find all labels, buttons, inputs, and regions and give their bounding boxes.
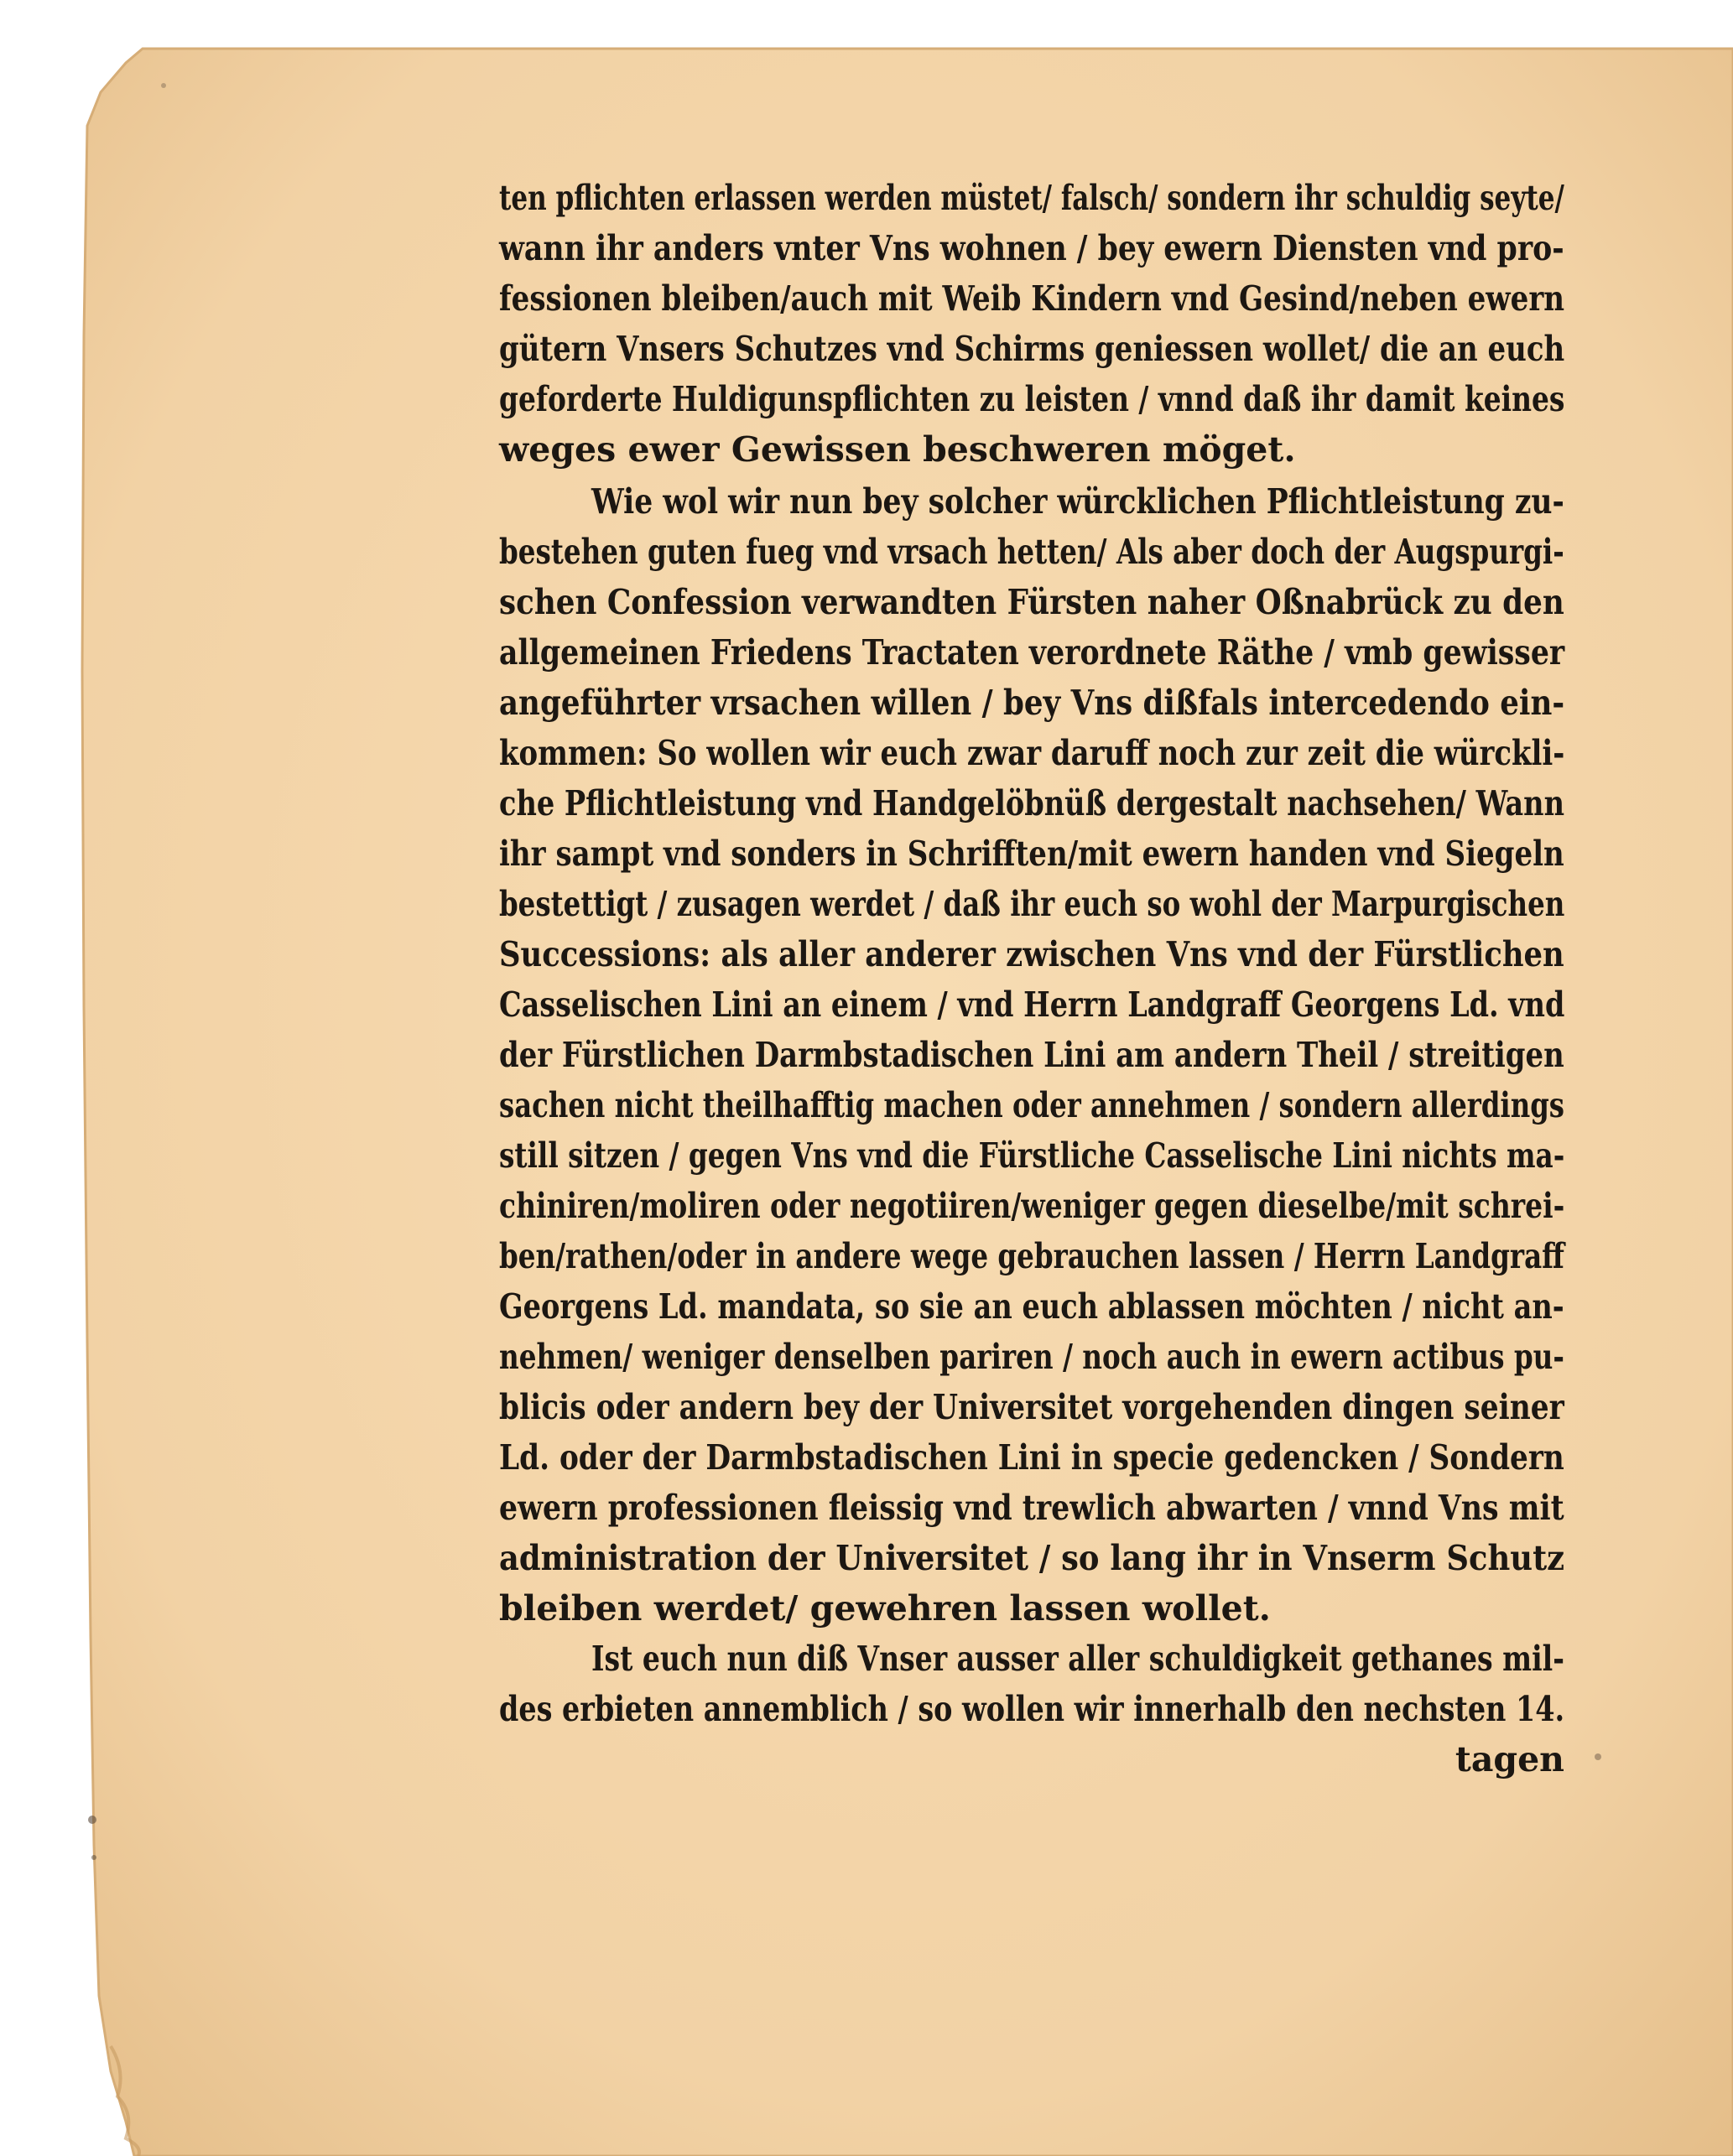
text-line: still sitzen / gegen Vns vnd die Fürstliche Casselische Lini nichts ma- bbox=[499, 1135, 1565, 1176]
text-line: chiniren/moliren oder negotiiren/weniger gegen dieselbe/mit schrei- bbox=[499, 1186, 1565, 1226]
text-line: ihr sampt vnd sonders in Schrifften/mit ewern handen vnd Siegeln bbox=[499, 834, 1564, 874]
text-line: ewern professionen fleissig vnd trewlich abwarten / vnnd Vns mit bbox=[499, 1488, 1564, 1528]
ink-spot bbox=[88, 1816, 96, 1824]
text-line: nehmen/ weniger denselben pariren / noch auch in ewern actibus pu- bbox=[499, 1337, 1564, 1377]
text-line: weges ewer Gewissen beschweren möget. bbox=[499, 429, 1296, 470]
text-line: wann ihr anders vnter Vns wohnen / bey ewern Diensten vnd pro- bbox=[499, 228, 1564, 268]
text-line: schen Confession verwandten Fürsten naher Oßnabrück zu den bbox=[499, 582, 1564, 622]
text-line: des erbieten annemblich / so wollen wir innerhalb den nechsten 14. bbox=[499, 1689, 1565, 1729]
text-line: Casselischen Lini an einem / vnd Herrn Landgraff Georgens Ld. vnd bbox=[499, 984, 1565, 1025]
paragraph-start-line: Ist euch nun diß Vnser ausser aller schuldigkeit gethanes mil- bbox=[591, 1639, 1564, 1679]
text-line: blicis oder andern bey der Universitet vorgehenden dingen seiner bbox=[499, 1387, 1564, 1427]
text-line: administration der Universitet / so lang ihr in Vnserm Schutz bbox=[499, 1538, 1565, 1578]
text-line: Georgens Ld. mandata, so sie an euch ablassen möchten / nicht an- bbox=[499, 1286, 1564, 1327]
text-line: der Fürstlichen Darmbstadischen Lini am andern Theil / streitigen bbox=[499, 1035, 1564, 1075]
text-line: Ld. oder der Darmbstadischen Lini in specie gedencken / Sondern bbox=[499, 1437, 1564, 1478]
catchword: tagen bbox=[1455, 1739, 1564, 1779]
text-line: bleiben werdet/ gewehren lassen wollet. bbox=[499, 1588, 1271, 1629]
ink-spot bbox=[91, 1855, 96, 1860]
text-line: gütern Vnsers Schutzes vnd Schirms geniessen wollet/ die an euch bbox=[499, 329, 1565, 369]
text-line: bestettigt / zusagen werdet / daß ihr euch so wohl der Marpurgischen bbox=[499, 884, 1565, 924]
text-line: che Pflichtleistung vnd Handgelöbnüß dergestalt nachsehen/ Wann bbox=[499, 783, 1564, 823]
text-line: geforderte Huldigunspflichten zu leisten / vnnd daß ihr damit keines bbox=[499, 379, 1565, 419]
ink-spot bbox=[1595, 1753, 1601, 1760]
text-line: sachen nicht theilhafftig machen oder annehmen / sondern allerdings bbox=[499, 1085, 1565, 1125]
text-line: kommen: So wollen wir euch zwar daruff noch zur zeit die würckli- bbox=[499, 733, 1565, 773]
ink-spot bbox=[161, 83, 166, 88]
text-line: fessionen bleiben/auch mit Weib Kindern vnd Gesind/neben ewern bbox=[499, 278, 1565, 319]
text-line: ben/rathen/oder in andere wege gebrauchen lassen / Herrn Landgraff bbox=[499, 1236, 1564, 1276]
text-line: bestehen guten fueg vnd vrsach hetten/ Als aber doch der Augspurgi- bbox=[499, 532, 1564, 572]
text-line: angeführter vrsachen willen / bey Vns dißfals intercedendo ein- bbox=[499, 683, 1565, 723]
paragraph-start-line: Wie wol wir nun bey solcher würcklichen Pflichtleistung zu- bbox=[591, 481, 1564, 522]
text-line: Successions: als aller anderer zwischen Vns vnd der Fürstlichen bbox=[499, 934, 1564, 974]
text-line: ten pflichten erlassen werden müstet/ falsch/ sondern ihr schuldig seyte/ bbox=[499, 178, 1564, 218]
text-line: allgemeinen Friedens Tractaten verordnete Räthe / vmb gewisser bbox=[499, 632, 1565, 673]
